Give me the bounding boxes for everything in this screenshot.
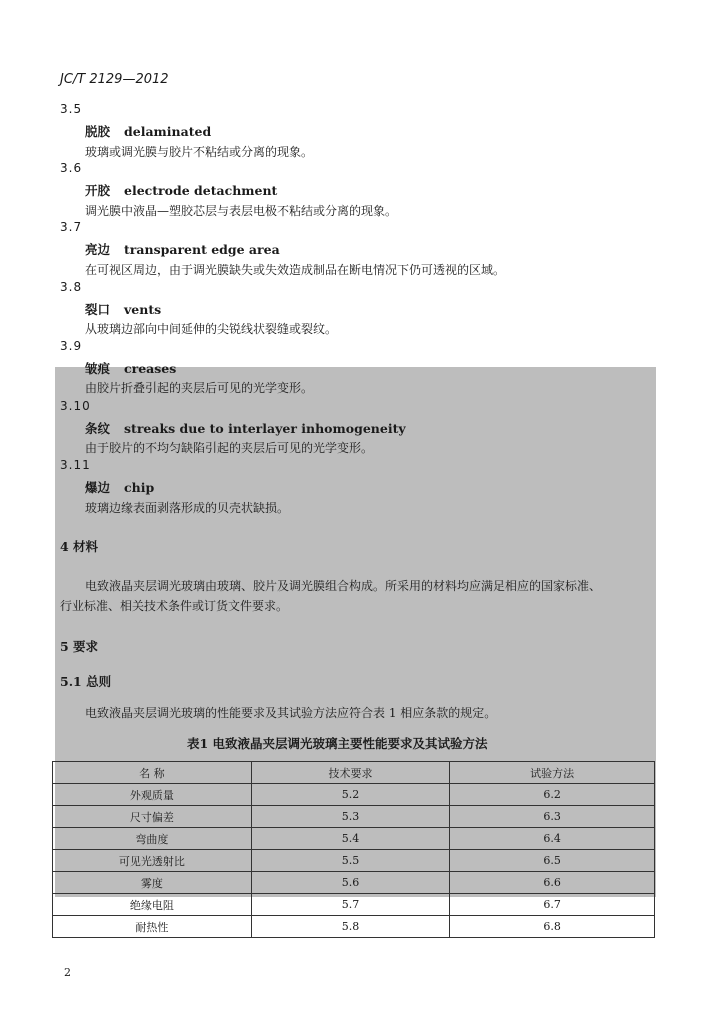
- cell-test-method: 6.3: [450, 806, 655, 828]
- column-header-name: 名 称: [53, 762, 252, 784]
- section-paragraph: 电致液晶夹层调光玻璃的性能要求及其试验方法应符合表 1 相应条款的规定。: [85, 706, 497, 720]
- term-title: 开胶 electrode detachment: [85, 183, 278, 198]
- table-caption: 表1 电致液晶夹层调光玻璃主要性能要求及其试验方法: [187, 736, 488, 751]
- term-title: 皱痕 creases: [85, 361, 177, 376]
- term-number: 3.8: [60, 280, 83, 294]
- cell-test-method: 6.7: [450, 894, 655, 916]
- table-row: [53, 828, 655, 850]
- cell-test-method: 6.6: [450, 872, 655, 894]
- cell-name: 尺寸偏差: [53, 806, 252, 828]
- term-title: 条纹 streaks due to interlayer inhomogeneity: [85, 421, 406, 436]
- cell-test-method: 6.5: [450, 850, 655, 872]
- term-definition: 从玻璃边部向中间延伸的尖锐线状裂缝或裂纹。: [85, 322, 338, 336]
- section-paragraph-continued: 行业标准、相关技术条件或订货文件要求。: [60, 599, 289, 613]
- cell-name: 可见光透射比: [53, 850, 252, 872]
- section-heading: 5 要求: [60, 639, 99, 654]
- term-number: 3.5: [60, 102, 83, 116]
- term-title: 亮边 transparent edge area: [85, 242, 280, 257]
- requirements-table: [52, 761, 655, 938]
- cell-name: 绝缘电阻: [53, 894, 252, 916]
- table-header-row: [53, 762, 655, 784]
- term-definition: 玻璃边缘表面剥落形成的贝壳状缺损。: [85, 501, 290, 515]
- cell-requirement: 5.3: [251, 806, 450, 828]
- cell-test-method: 6.2: [450, 784, 655, 806]
- term-definition: 调光膜中液晶—塑胶芯层与表层电极不粘结或分离的现象。: [85, 204, 398, 218]
- column-header-test-method: 试验方法: [450, 762, 655, 784]
- section-heading: 4 材料: [60, 539, 99, 554]
- term-number: 3.6: [60, 161, 83, 175]
- cell-name: 雾度: [53, 872, 252, 894]
- cell-test-method: 6.8: [450, 916, 655, 938]
- page-number: 2: [64, 966, 71, 979]
- term-title: 爆边 chip: [85, 480, 155, 495]
- column-header-requirement: 技术要求: [251, 762, 450, 784]
- cell-requirement: 5.5: [251, 850, 450, 872]
- term-definition: 玻璃或调光膜与胶片不粘结或分离的现象。: [85, 145, 314, 159]
- term-title: 脱胶 delaminated: [85, 124, 212, 139]
- table-row: [53, 916, 655, 938]
- term-number: 3.9: [60, 339, 83, 353]
- subsection-heading: 5.1 总则: [60, 674, 112, 689]
- table-row: [53, 784, 655, 806]
- term-number: 3.10: [60, 399, 91, 413]
- cell-requirement: 5.8: [251, 916, 450, 938]
- cell-name: 外观质量: [53, 784, 252, 806]
- document-id: JC/T 2129—2012: [60, 72, 169, 87]
- table-row: [53, 894, 655, 916]
- term-number: 3.7: [60, 220, 83, 234]
- cell-requirement: 5.2: [251, 784, 450, 806]
- cell-test-method: 6.4: [450, 828, 655, 850]
- cell-requirement: 5.7: [251, 894, 450, 916]
- table-row: [53, 850, 655, 872]
- term-number: 3.11: [60, 458, 91, 472]
- section-paragraph: 电致液晶夹层调光玻璃由玻璃、胶片及调光膜组合构成。所采用的材料均应满足相应的国家标准、: [85, 579, 602, 593]
- term-definition: 由于胶片的不均匀缺陷引起的夹层后可见的光学变形。: [85, 441, 374, 455]
- cell-requirement: 5.6: [251, 872, 450, 894]
- term-definition: 由胶片折叠引起的夹层后可见的光学变形。: [85, 381, 314, 395]
- table-row: [53, 806, 655, 828]
- table-row: [53, 872, 655, 894]
- cell-name: 弯曲度: [53, 828, 252, 850]
- term-title: 裂口 vents: [85, 302, 162, 317]
- term-definition: 在可视区周边，由于调光膜缺失或失效造成制品在断电情况下仍可透视的区域。: [85, 263, 506, 277]
- cell-requirement: 5.4: [251, 828, 450, 850]
- cell-name: 耐热性: [53, 916, 252, 938]
